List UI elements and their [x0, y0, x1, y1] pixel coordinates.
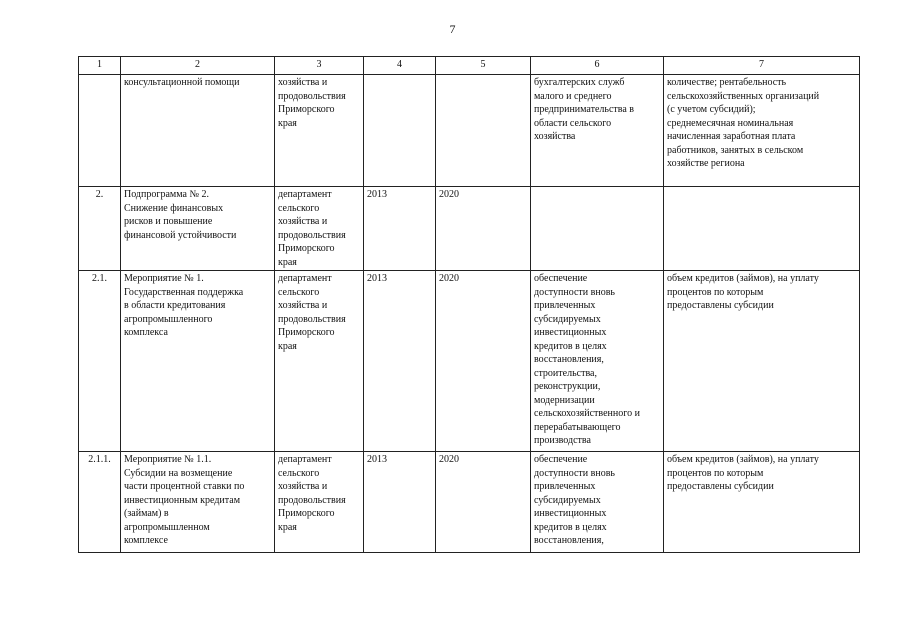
indicator-cell: объем кредитов (займов), на уплату процентов по которым предоставлены субсидии	[664, 452, 860, 553]
start-year-cell: 2013	[364, 187, 436, 271]
column-header: 6	[531, 57, 664, 75]
indicator-cell: количестве; рентабельность сельскохозяйственных организаций (с учетом субсидий); среднемесячная номинальная начисленная заработная плата работников, занятых в сельском хозяйстве региона	[664, 75, 860, 187]
executor-cell: хозяйства и продовольствия Приморского края	[275, 75, 364, 187]
expected-result-cell: обеспечение доступности вновь привлеченных субсидируемых инвестиционных кредитов в целях восстановления, строительства, реконструкции, модернизации сельскохозяйственного и перерабатывающего производства	[531, 271, 664, 452]
start-year-cell	[364, 75, 436, 187]
page-number: 7	[449, 22, 456, 36]
row-number-cell	[79, 75, 121, 187]
executor-cell: департамент сельского хозяйства и продовольствия Приморского края	[275, 452, 364, 553]
column-header: 5	[436, 57, 531, 75]
expected-result-cell: бухгалтерских служб малого и среднего предпринимательства в области сельского хозяйства	[531, 75, 664, 187]
table-row	[79, 75, 860, 187]
row-number-cell: 2.1.	[79, 271, 121, 452]
column-header: 3	[275, 57, 364, 75]
start-year-cell: 2013	[364, 452, 436, 553]
end-year-cell: 2020	[436, 271, 531, 452]
expected-result-cell	[531, 187, 664, 271]
end-year-cell: 2020	[436, 452, 531, 553]
column-header: 7	[664, 57, 860, 75]
program-table	[78, 56, 860, 553]
indicator-cell: объем кредитов (займов), на уплату процентов по которым предоставлены субсидии	[664, 271, 860, 452]
expected-result-cell: обеспечение доступности вновь привлеченных субсидируемых инвестиционных кредитов в целях восстановления,	[531, 452, 664, 553]
activity-name-cell: Подпрограмма № 2. Снижение финансовых рисков и повышение финансовой устойчивости	[121, 187, 275, 271]
table-row	[79, 452, 860, 553]
table-row	[79, 271, 860, 452]
end-year-cell	[436, 75, 531, 187]
executor-cell: департамент сельского хозяйства и продовольствия Приморского края	[275, 187, 364, 271]
activity-name-cell: Мероприятие № 1.1. Субсидии на возмещение части процентной ставки по инвестиционным кредитам (займам) в агропромышленном комплексе	[121, 452, 275, 553]
table-row	[79, 187, 860, 271]
table-header-row	[79, 57, 860, 75]
activity-name-cell: Мероприятие № 1. Государственная поддержка в области кредитования агропромышленного комплекса	[121, 271, 275, 452]
column-header: 4	[364, 57, 436, 75]
activity-name-cell: консультационной помощи	[121, 75, 275, 187]
row-number-cell: 2.1.1.	[79, 452, 121, 553]
column-header: 2	[121, 57, 275, 75]
end-year-cell: 2020	[436, 187, 531, 271]
indicator-cell	[664, 187, 860, 271]
column-header: 1	[79, 57, 121, 75]
start-year-cell: 2013	[364, 271, 436, 452]
executor-cell: департамент сельского хозяйства и продовольствия Приморского края	[275, 271, 364, 452]
row-number-cell: 2.	[79, 187, 121, 271]
